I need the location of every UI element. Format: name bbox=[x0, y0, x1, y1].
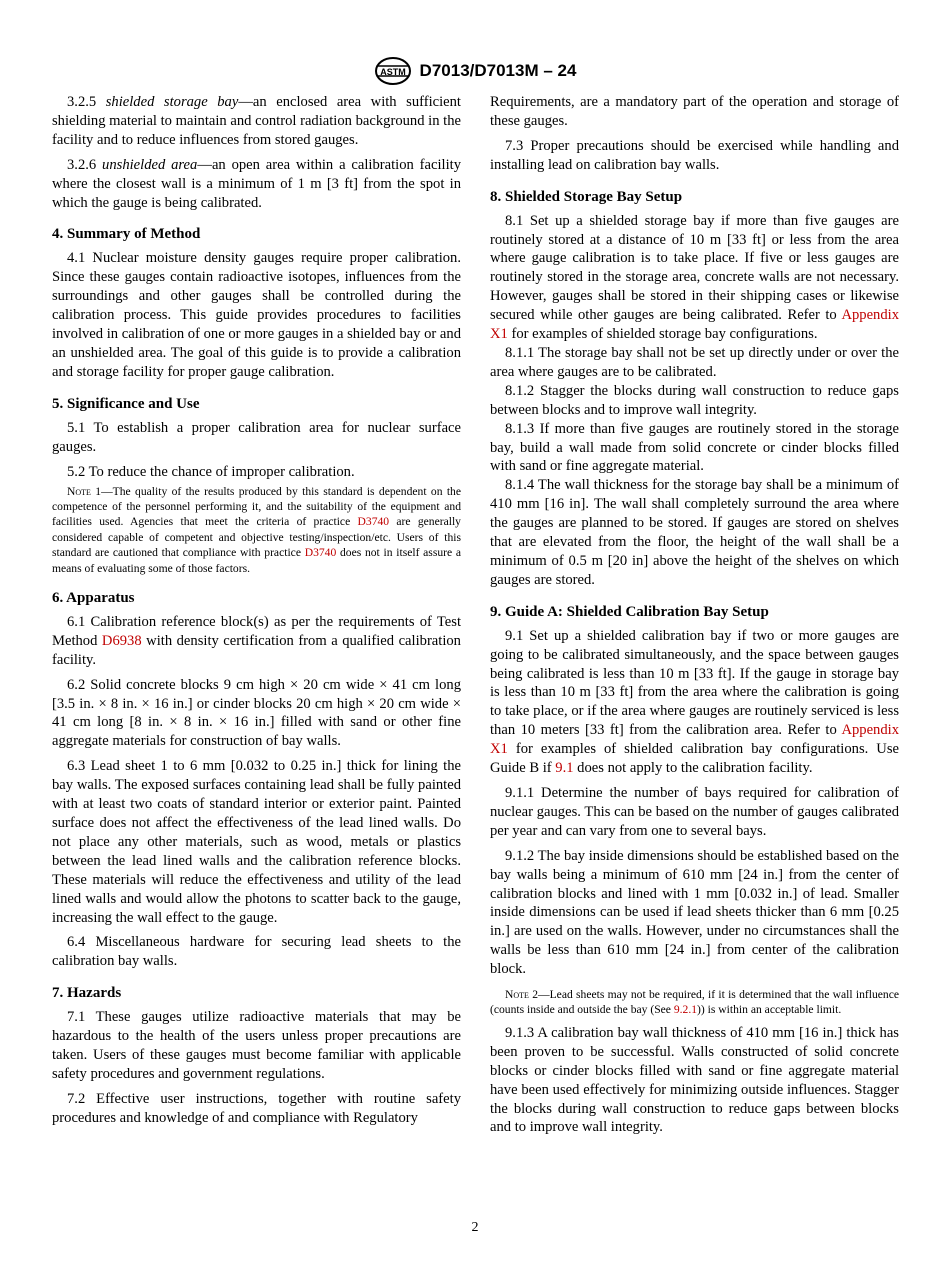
para-7-3: 7.3 Proper precautions should be exercised while handling and installing lead on calibration bay walls. bbox=[490, 137, 899, 173]
para-6-1: 6.1 Calibration reference block(s) as per the requirements of Test Method D6938 with density certification from a qualified calibration facility. bbox=[52, 613, 461, 668]
section-9-heading: 9. Guide A: Shielded Calibration Bay Setup bbox=[490, 603, 769, 620]
page-number: 2 bbox=[471, 1220, 479, 1235]
ref-link-9-2-1[interactable]: 9.2.1 bbox=[673, 1003, 698, 1017]
para-9-1: 9.1 Set up a shielded calibration bay if two or more gauges are going to be calibrated simultaneously, and the space between gauges being calibrated is less than 10 m [33 ft]. If the gauge in storage bay is less than 10 m [33 ft] from the area where the calibration is going to take place, or if the area where gauges are routinely serviced is less than 10 meters [33 ft] from the calibration area. Refer to Appendix X1 for examples of shielded calibration bay configurations. Use Guide B if 9.1 does not apply to the calibration facility. bbox=[490, 627, 899, 777]
para-9-1-3: 9.1.3 A calibration bay wall thickness of 410 mm [16 in.] thick has been proven to be successful. Walls constructed of solid concrete blocks or cinder blocks filled with sand or fine aggregate material have been used effectively for minimizing outside influences. Stagger the blocks during wall construction to reduce gaps between blocks and to improve wall integrity. bbox=[490, 1024, 899, 1136]
ref-link-d3740[interactable]: D3740 bbox=[357, 515, 390, 529]
para-5-2: 5.2 To reduce the chance of improper calibration. bbox=[67, 463, 355, 480]
para-5-1: 5.1 To establish a proper calibration area for nuclear surface gauges. bbox=[52, 419, 461, 455]
ref-link-d6938[interactable]: D6938 bbox=[101, 632, 142, 649]
para-9-1-2: 9.1.2 The bay inside dimensions should be established based on the bay walls being a minimum of 610 mm [24 in.] from the center of calibration blocks and lined with 1 mm [0.032 in.] of lead. Smaller inside dimensions can be used if lead sheets thicker than 6 mm [0.25 in.] are used on the walls. However, under no circumstances shall the walls be less than 610 mm [24 in.] from center of the calibration block. bbox=[490, 847, 899, 978]
section-8-heading: 8. Shielded Storage Bay Setup bbox=[490, 188, 683, 205]
para-3-2-6: 3.2.6 unshielded area—an open area within a calibration facility where the closest wall is a minimum of 1 m [3 ft] from the spot in which the gauge is being calibrated. bbox=[52, 156, 461, 211]
para-8-1-2: 8.1.2 Stagger the blocks during wall construction to reduce gaps between blocks and to improve wall integrity. bbox=[490, 382, 899, 418]
ref-link-d3740-2[interactable]: D3740 bbox=[304, 546, 337, 560]
para-8-1: 8.1 Set up a shielded storage bay if more than five gauges are routinely stored at a distance of 10 m [33 ft] or less from the area where gauge calibration is to take place. If five or less gauges are routinely stored in the storage area, concrete walls are not necessary. However, gauges shall be stored in their shipping cases or likewise secured while other gauges are being calibrated. Refer to Appendix X1 for examples of shielded storage bay configurations. bbox=[490, 212, 899, 343]
section-6-heading: 6. Apparatus bbox=[52, 589, 135, 606]
section-7-heading: 7. Hazards bbox=[52, 985, 122, 1002]
para-3-2-5: 3.2.5 shielded storage bay—an enclosed area with sufficient shielding material to maintain and control radiation background in the facility and to reduce influences from stored gauges. bbox=[52, 94, 461, 148]
para-6-4: 6.4 Miscellaneous hardware for securing lead sheets to the calibration bay walls. bbox=[52, 934, 461, 970]
para-8-1-4: 8.1.4 The wall thickness for the storage bay shall be a minimum of 410 mm [16 in]. The wall shall completely surround the area where the gauges are planned to be stored. If gauges are stored on shelves that are elevated from the floor, the height of the wall shall be a minimum of 0.5 m [20 in] above the height of the shelves on which gauges are stored. bbox=[490, 477, 899, 588]
para-6-3: 6.3 Lead sheet 1 to 6 mm [0.032 to 0.25 in.] thick for lining the bay walls. The exposed surfaces containing lead shall be fully painted with at least two coats of standard interior or exterior paint. Painted surface does not affect the effectiveness of the lead lined walls. Do not place any other materials, such as wood, metals or plastics between the lead lined walls and the calibration reference blocks. These materials will reduce the effectiveness and utility of the lead lined walls and would allow the photons to scatter back to the gauge, increasing the wall effect to the gauge. bbox=[52, 758, 461, 926]
para-8-1-1: 8.1.1 The storage bay shall not be set up directly under or over the area where gauges are to be calibrated. bbox=[490, 344, 899, 380]
astm-logo-icon bbox=[374, 56, 412, 86]
note-1: Note 1—The quality of the results produced by this standard is dependent on the competence of the personnel performing it, and the suitability of the equipment and facilities used. Agencies that meet the criteria of practice D3740 are generally considered capable of competent and objective testing/inspection/etc. Users of this standard are cautioned that compliance with practice D3740 does not in itself assure a means of evaluating some of those factors. bbox=[52, 484, 462, 575]
ref-link-9-1[interactable]: 9.1 bbox=[555, 760, 574, 777]
section-5-heading: 5. Significance and Use bbox=[52, 395, 200, 412]
svg-text:ASTM: ASTM bbox=[379, 67, 406, 77]
page-header bbox=[0, 56, 950, 86]
left-column bbox=[52, 93, 461, 1128]
para-9-1-1: 9.1.1 Determine the number of bays required for calibration of nuclear gauges. This can be based on the number of gauges calibrated per year and can vary from one to several bays. bbox=[490, 785, 899, 839]
para-8-1-3: 8.1.3 If more than five gauges are routinely stored in the storage bay, build a wall made from solid concrete or cinder blocks filled with sand or fine aggregate material. bbox=[490, 420, 899, 475]
right-column bbox=[490, 93, 899, 1137]
ref-link-appendix-x1[interactable]: Appendix X1 bbox=[490, 307, 899, 343]
para-4-1: 4.1 Nuclear moisture density gauges require proper calibration. Since these gauges contain radioactive isotopes, influences from the surroundings and other gauges shall be controlled during the calibration process. This guide provides procedures to facilities involved in calibration of one or more gauges in a shielded bay or and an unshielded area. The goal of this guide is to provide a calibration and storage facility for proper gauge calibration. bbox=[52, 250, 461, 380]
para-7-2: 7.2 Effective user instructions, together with routine safety procedures and knowledge of and compliance with Regulatory bbox=[52, 1090, 461, 1126]
para-7-2-continued: Requirements, are a mandatory part of the operation and storage of these gauges. bbox=[490, 94, 899, 129]
para-7-1: 7.1 These gauges utilize radioactive materials that may be hazardous to the health of the users unless proper precautions are taken. Users of these gauges must become familiar with applicable safety procedures and government regulations. bbox=[52, 1009, 461, 1082]
para-6-2: 6.2 Solid concrete blocks 9 cm high × 20 cm wide × 41 cm long [3.5 in. × 8 in. × 16 in.] or cinder blocks 20 cm high × 20 cm wide × 41 cm long [8 in. × 8 in. × 16 in.] filled with sand or other fine aggregate materials for construction of bay walls. bbox=[52, 676, 461, 750]
ref-link-appendix-x1-2[interactable]: Appendix X1 bbox=[490, 722, 899, 758]
document-id: D7013/D7013M – 24 bbox=[419, 61, 577, 80]
note-2: Note 2—Lead sheets may not be required, if it is determined that the wall influence (counts inside and outside the bay (See 9.2.1)) is within an acceptable limit. bbox=[490, 988, 899, 1017]
section-4-heading: 4. Summary of Method bbox=[52, 226, 201, 243]
